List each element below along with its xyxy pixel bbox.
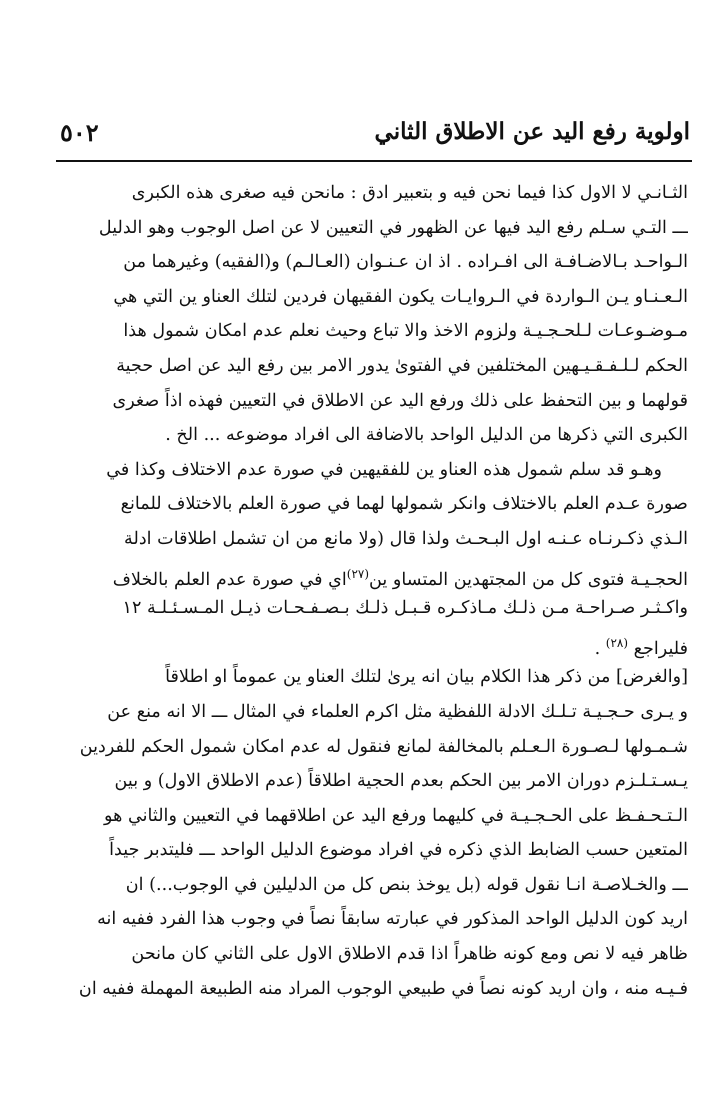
text-line: اريد كون الدليل الواحد المذكور في عبارته سابقاً نصاً في وجوب هذا الفرد ففيه انه [97, 909, 688, 930]
text-line: وهـو قد سلم شمول هذه العناو ين للفقيهين في صورة عدم الاختلاف وكذا في [106, 459, 662, 480]
body-text [48, 176, 688, 1006]
text-line: و يـرى حـجـيـة تـلـك الادلة اللفظية مثل اكرم العلماء في المثال ـــ الا انه منع عن [107, 701, 688, 722]
page-number: ٥٠٢ [60, 118, 99, 147]
text-segment: اي في صورة عدم العلم بالخلاف [112, 569, 347, 590]
text-line: الكبرى التي ذكرها من الدليل الواحد بالاضافة الى افراد موضوعه ... الخ . [165, 425, 688, 446]
text-line: ـــ والخـلاصـة انـا نقول قوله (بل يوخذ بنص كل من الدليلين في الوجوب...) ان [125, 874, 688, 895]
text-line: المتعين حسب الضابط الذي ذكره في افراد موضوع الدليل الواحد ـــ فليتدبر جيداً [109, 840, 688, 861]
paragraph-1 [48, 176, 688, 453]
paragraph-3 [48, 660, 688, 1006]
paragraph-2 [48, 453, 688, 661]
text-line: الحكم لـلـفـقـيـهين المختلفين في الفتوىٰ يدور الامر بين رفع اليد عن اصل حجية [116, 355, 688, 376]
text-line-with-footnote [48, 557, 688, 592]
text-line: فـيـه منه ، وان اريد كونه نصاً في طبيعي الوجوب المراد منه الطبيعة المهملة ففيه ان [78, 978, 688, 999]
text-line: قولهما و بين التحفظ على ذلك ورفع اليد عن الاطلاق في التعيين فهذه اذاً صغرى [112, 390, 688, 411]
text-line: صورة عـدم العلم بالاختلاف وانكر شمولها لهما في صورة العلم بالاختلاف للمانع [120, 494, 688, 515]
text-line: ظاهر فيه لا نص ومع كونه ظاهراً اذا قدم الاطلاق الاول على الثاني كان مانحن [131, 944, 688, 965]
text-segment: . [594, 638, 601, 659]
text-line: [والغرض] من ذكر هذا الكلام بيان انه يرىٰ لتلك العناو ين عموماً او اطلاقاً [165, 667, 688, 688]
text-line: يـسـتـلـزم دوران الامر بين الحكم بعدم الحجية اطلاقاً (عدم الاطلاق الاول) و بين [114, 771, 688, 792]
footnote-reference: (٢٨) [605, 635, 629, 650]
text-line-with-footnote [48, 626, 688, 661]
text-segment: فليراجع [633, 638, 688, 659]
text-line: الـتـحـفـظ على الحـجـيـة في كليهما ورفع اليد عن اطلاقهما في التعيين والثاني هو [104, 805, 688, 826]
header-rule [56, 160, 692, 162]
footnote-reference: (٢٧) [346, 566, 370, 581]
text-line: الـواحـد بـالاضـافـة الى افـراده . اذ ان عـنـوان (العـالـم) و(الفقيه) وغيرهما من [123, 252, 688, 273]
text-line: الـعـنـاو يـن الـواردة في الـروايـات يكون الفقيهان فردين لتلك العناو ين التي هي [113, 286, 688, 307]
running-header [60, 108, 690, 158]
text-line: شـمـولها لـصـورة الـعـلم بالمخالفة لمانع فنقول له عدم امكان شمول الحكم للفردين [79, 736, 688, 757]
text-line: ـــ التـي سـلم رفع اليد فيها عن الظهور في التعيين لا عن اصل الوجوب وهو الدليل [98, 217, 688, 238]
text-line: واكـثـر صـراحـة مـن ذلـك مـاذكـره قـبـل ذلـك بـصـفـحـات ذيـل المـسـئـلـة ١٢ [122, 598, 688, 619]
header-title: اولوية رفع اليد عن الاطلاق الثاني [374, 118, 690, 145]
text-segment: الحجـيـة فتوى كل من المجتهدين المتساو ين [369, 569, 688, 590]
text-line: الـذي ذكـرنـاه عـنـه اول البـحـث ولذا قال (ولا مانع من ان تشمل اطلاقات ادلة [124, 528, 688, 549]
text-line: مـوضـوعـات لـلحـجـيـة ولزوم الاخذ والا تباع وحيث نعلم عدم امكان شمول هذا [123, 321, 688, 342]
text-line: الثـانـي لا الاول كذا فيما نحن فيه و بتعبير ادق : مانحن فيه صغرى هذه الكبرى [131, 183, 688, 203]
